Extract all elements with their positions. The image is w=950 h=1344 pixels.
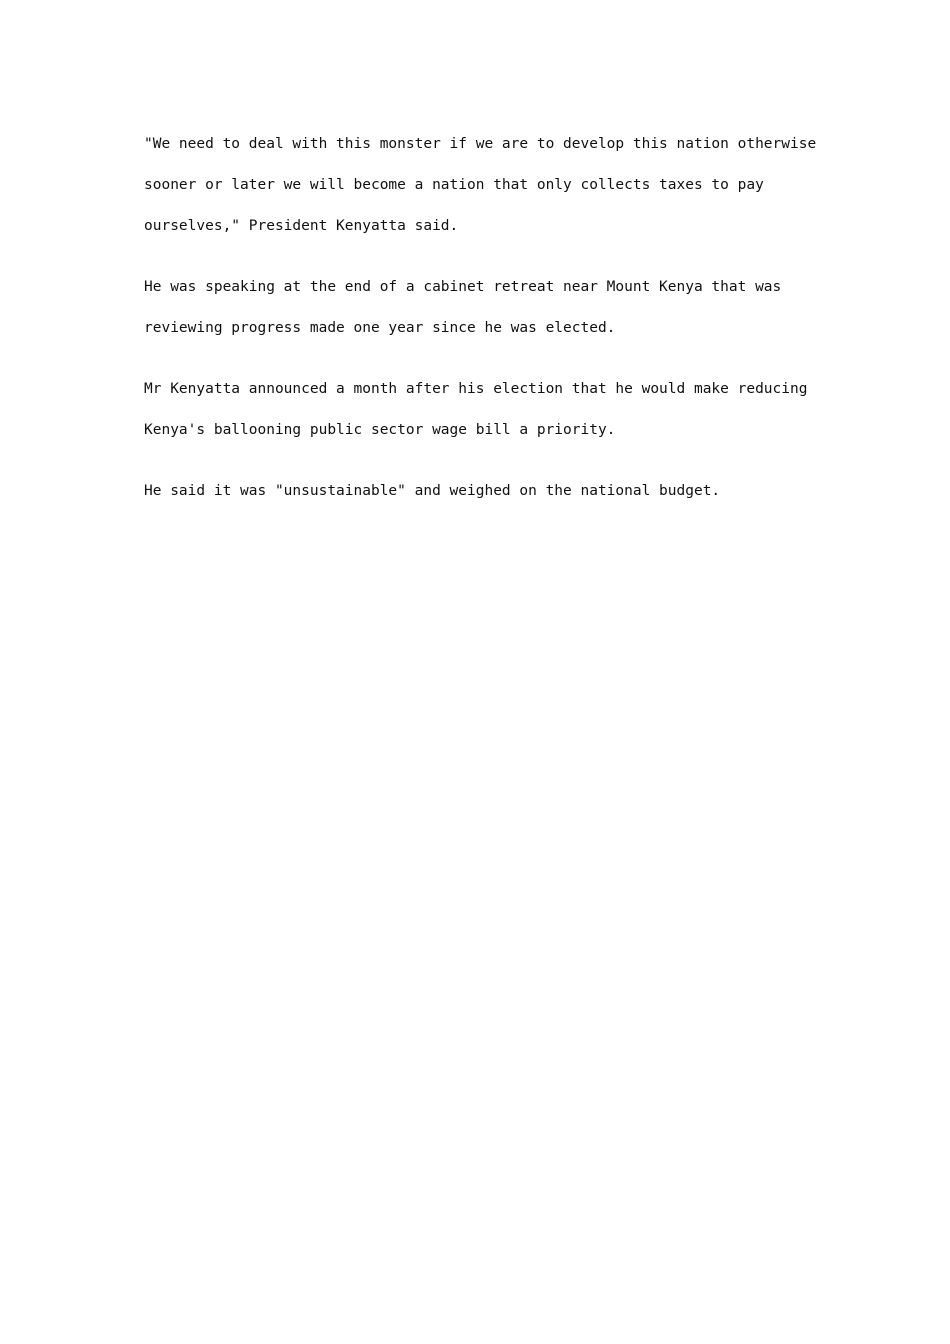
paragraph-line: Kenya's ballooning public sector wage bill a priority. — [144, 422, 616, 438]
paragraph-3 — [144, 369, 808, 451]
document-body — [144, 124, 817, 532]
paragraph-line: Mr Kenyatta announced a month after his election that he would make reducing — [144, 381, 808, 397]
paragraph-1 — [144, 124, 817, 247]
paragraph-line: He said it was "unsustainable" and weighed on the national budget. — [144, 483, 721, 499]
paragraph-line: reviewing progress made one year since he was elected. — [144, 320, 616, 336]
paragraph-line: sooner or later we will become a nation that only collects taxes to pay — [144, 177, 764, 193]
paragraph-line: ourselves," President Kenyatta said. — [144, 218, 459, 234]
paragraph-line: He was speaking at the end of a cabinet retreat near Mount Kenya that was — [144, 279, 782, 295]
paragraph-line: "We need to deal with this monster if we are to develop this nation otherwise — [144, 136, 817, 152]
paragraph-2 — [144, 267, 804, 349]
paragraph-4 — [144, 471, 804, 512]
